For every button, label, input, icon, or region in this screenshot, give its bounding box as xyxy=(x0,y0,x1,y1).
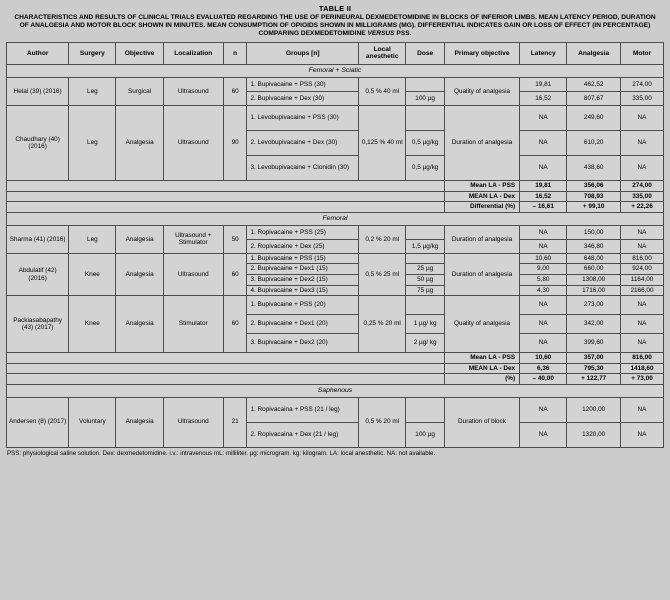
cell-motor: NA xyxy=(621,397,664,422)
cell-n: 50 xyxy=(223,225,247,253)
cell-anesthetic: 0,5 % 25 ml xyxy=(359,253,406,295)
summary-label: Differential (%) xyxy=(444,202,519,213)
cell-analgesia: 660,00 xyxy=(567,264,621,275)
summary-analgesia: 357,00 xyxy=(567,353,621,364)
section-title: Femoral + Sciatic xyxy=(7,65,664,78)
col-surgery: Surgery xyxy=(69,42,116,65)
summary-row xyxy=(7,363,664,374)
table-row xyxy=(7,253,664,264)
cell-analgesia: 342,00 xyxy=(567,315,621,334)
section-title: Femoral xyxy=(7,212,664,225)
cell-analgesia: 1716,00 xyxy=(567,285,621,296)
cell-latency: 4,30 xyxy=(520,285,567,296)
summary-motor: 816,00 xyxy=(621,353,664,364)
summary-latency: 10,60 xyxy=(520,353,567,364)
cell-latency: NA xyxy=(520,422,567,447)
col-groups: Groups [n] xyxy=(247,42,359,65)
summary-analgesia: + 99,10 xyxy=(567,202,621,213)
summary-analgesia: 356,06 xyxy=(567,181,621,192)
cell-motor: NA xyxy=(621,225,664,239)
cell-analgesia: 1320,00 xyxy=(567,422,621,447)
summary-motor: 274,00 xyxy=(621,181,664,192)
cell-group: 1. Ropivacaine + PSS (25) xyxy=(247,225,359,239)
cell-dose xyxy=(406,296,445,315)
title-block xyxy=(6,4,664,39)
cell-motor: NA xyxy=(621,156,664,181)
table-row xyxy=(7,296,664,315)
cell-dose: 100 µg xyxy=(406,422,445,447)
cell-author: Helal (39) (2016) xyxy=(7,78,69,106)
cell-group: 1. Bupivacaine + PSS (15) xyxy=(247,253,359,264)
cell-primary: Quality of analgesia xyxy=(444,296,519,353)
cell-anesthetic: 0,125 % 40 ml xyxy=(359,106,406,181)
table-number: TABLE II xyxy=(318,4,352,13)
cell-primary: Duration of analgesia xyxy=(444,225,519,253)
cell-dose: 100 µg xyxy=(406,92,445,106)
cell-latency: NA xyxy=(520,156,567,181)
summary-motor: 1418,60 xyxy=(621,363,664,374)
cell-motor: NA xyxy=(621,239,664,253)
cell-latency: 5,80 xyxy=(520,275,567,286)
cell-motor: NA xyxy=(621,131,664,156)
cell-analgesia: 462,52 xyxy=(567,78,621,92)
summary-spacer xyxy=(7,202,445,213)
cell-group: 1. Bupivacaine + PSS (20) xyxy=(247,296,359,315)
cell-objective: Surgical xyxy=(116,78,163,106)
cell-group: 2. Bupivacaine + Dex (30) xyxy=(247,92,359,106)
col-motor: Motor xyxy=(621,42,664,65)
cell-group: 4. Bupivacaine + Dex3 (15) xyxy=(247,285,359,296)
cell-n: 60 xyxy=(223,296,247,353)
cell-analgesia: 1308,00 xyxy=(567,275,621,286)
summary-label: Mean LA - PSS xyxy=(444,353,519,364)
section-title: Saphenous xyxy=(7,384,664,397)
cell-analgesia: 1200,00 xyxy=(567,397,621,422)
cell-latency: NA xyxy=(520,239,567,253)
cell-analgesia: 399,60 xyxy=(567,334,621,353)
cell-dose: 25 µg xyxy=(406,264,445,275)
summary-analgesia: + 122,77 xyxy=(567,374,621,385)
cell-primary: Duration of block xyxy=(444,397,519,447)
cell-group: 3. Bupivacaine + Dex2 (20) xyxy=(247,334,359,353)
cell-motor: 2166,00 xyxy=(621,285,664,296)
cell-dose xyxy=(406,78,445,92)
summary-latency: – 16,61 xyxy=(520,202,567,213)
summary-row xyxy=(7,202,664,213)
cell-localization: Stimulator xyxy=(163,296,223,353)
cell-objective: Analgesia xyxy=(116,225,163,253)
cell-primary: Duration of analgesia xyxy=(444,106,519,181)
cell-group: 3. Bupivacaine + Dex2 (15) xyxy=(247,275,359,286)
summary-latency: 19,81 xyxy=(520,181,567,192)
col-objective: Objective xyxy=(116,42,163,65)
cell-group: 1. Ropivacaina + PSS (21 / leg) xyxy=(247,397,359,422)
cell-primary: Duration of analgesia xyxy=(444,253,519,295)
cell-anesthetic: 0,5 % 40 ml xyxy=(359,78,406,106)
cell-analgesia: 150,00 xyxy=(567,225,621,239)
table-row xyxy=(7,78,664,92)
cell-dose: 0,5 µg/kg xyxy=(406,131,445,156)
cell-author: Packiasabapathy (43) (2017) xyxy=(7,296,69,353)
cell-localization: Ultrasound xyxy=(163,78,223,106)
cell-n: 21 xyxy=(223,397,247,447)
col-n: n xyxy=(223,42,247,65)
table-header-row xyxy=(7,42,664,65)
cell-analgesia: 438,60 xyxy=(567,156,621,181)
col-latency: Latency xyxy=(520,42,567,65)
cell-surgery: Leg xyxy=(69,225,116,253)
cell-dose: 2 µg/ kg xyxy=(406,334,445,353)
summary-motor: + 22,26 xyxy=(621,202,664,213)
cell-surgery: Leg xyxy=(69,78,116,106)
table-caption: CHARACTERISTICS AND RESULTS OF CLINICAL TRIALS EVALUATED REGARDING THE USE OF PERINEURAL DEXMEDETOMIDINE IN BLOCKS OF INFERIOR LIMBS. MEAN LATENCY PERIOD, DURATION OF ANALGESIA AND MOTOR BLOCK SHOWN IN MINUTES. MEAN CONSUMPTION OF OPIOIDS SHOWN IN MILLIGRAMS (MG). DIFFERENTIAL INDICATES GAIN OR LOSS OF EFFECT (IN PERCENTAGE) COMPARING DEXMEDETOMIDINE VERSUS PSS. xyxy=(14,14,656,38)
cell-motor: 274,00 xyxy=(621,78,664,92)
cell-analgesia: 273,00 xyxy=(567,296,621,315)
cell-group: 1. Bupivacaine + PSS (30) xyxy=(247,78,359,92)
cell-objective: Analgesia xyxy=(116,296,163,353)
cell-dose xyxy=(406,106,445,131)
cell-motor: NA xyxy=(621,334,664,353)
cell-localization: Ultrasound xyxy=(163,397,223,447)
cell-dose: 50 µg xyxy=(406,275,445,286)
cell-motor: 1164,00 xyxy=(621,275,664,286)
cell-dose xyxy=(406,253,445,264)
cell-latency: NA xyxy=(520,225,567,239)
cell-group: 1. Levobupivacaine + PSS (30) xyxy=(247,106,359,131)
col-primary-objective: Primary objective xyxy=(444,42,519,65)
cell-surgery: Voluntary xyxy=(69,397,116,447)
col-analgesia: Analgesia xyxy=(567,42,621,65)
cell-objective: Analgesia xyxy=(116,397,163,447)
summary-row xyxy=(7,353,664,364)
cell-dose xyxy=(406,397,445,422)
cell-n: 90 xyxy=(223,106,247,181)
cell-latency: 9,00 xyxy=(520,264,567,275)
summary-analgesia: 708,93 xyxy=(567,191,621,202)
cell-group: 3. Levobupivacaine + Clonidin (30) xyxy=(247,156,359,181)
cell-analgesia: 648,00 xyxy=(567,253,621,264)
section-header-row xyxy=(7,384,664,397)
cell-group: 2. Levobupivacaine + Dex (30) xyxy=(247,131,359,156)
cell-objective: Analgesia xyxy=(116,253,163,295)
cell-group: 2. Bupivacaine + Dex1 (20) xyxy=(247,315,359,334)
summary-motor: + 73,00 xyxy=(621,374,664,385)
cell-localization: Ultrasound + Stimulator xyxy=(163,225,223,253)
section-header-row xyxy=(7,212,664,225)
cell-analgesia: 807,67 xyxy=(567,92,621,106)
cell-motor: NA xyxy=(621,422,664,447)
summary-label: MEAN LA - Dex xyxy=(444,191,519,202)
col-local-anesthetic: Local anesthetic xyxy=(359,42,406,65)
cell-localization: Ultrasound xyxy=(163,253,223,295)
cell-dose: 1,5 µg/kg xyxy=(406,239,445,253)
cell-n: 60 xyxy=(223,78,247,106)
table-row xyxy=(7,106,664,131)
cell-anesthetic: 0,2 % 20 ml xyxy=(359,225,406,253)
cell-dose: 75 µg xyxy=(406,285,445,296)
summary-motor: 335,00 xyxy=(621,191,664,202)
summary-label: Mean LA - PSS xyxy=(444,181,519,192)
cell-latency: 19,81 xyxy=(520,78,567,92)
summary-spacer xyxy=(7,191,445,202)
cell-author: Andersen (8) (2017) xyxy=(7,397,69,447)
summary-latency: – 40,00 xyxy=(520,374,567,385)
cell-latency: NA xyxy=(520,296,567,315)
cell-surgery: Knee xyxy=(69,253,116,295)
cell-author: Sharma (41) (2016) xyxy=(7,225,69,253)
cell-analgesia: 346,80 xyxy=(567,239,621,253)
summary-latency: 6,36 xyxy=(520,363,567,374)
cell-latency: NA xyxy=(520,315,567,334)
section-header-row xyxy=(7,65,664,78)
summary-row xyxy=(7,181,664,192)
summary-row xyxy=(7,191,664,202)
col-dose: Dose xyxy=(406,42,445,65)
cell-latency: NA xyxy=(520,397,567,422)
col-author: Author xyxy=(7,42,69,65)
cell-surgery: Knee xyxy=(69,296,116,353)
cell-latency: NA xyxy=(520,334,567,353)
cell-surgery: Leg xyxy=(69,106,116,181)
cell-dose: 0,5 µg/kg xyxy=(406,156,445,181)
cell-author: Chaudhary (40) (2016) xyxy=(7,106,69,181)
table-footnote: PSS: physiological saline solution. Dex: dexmedetomidine. i.v.: intravenous mL: milliliter. µg: microgram. kg: kilogram. LA: local anesthetic. NA: not available. xyxy=(7,449,436,457)
cell-dose: 1 µg/ kg xyxy=(406,315,445,334)
cell-latency: 10,60 xyxy=(520,253,567,264)
cell-author: Abdulatif (42) (2016) xyxy=(7,253,69,295)
cell-motor: 924,00 xyxy=(621,264,664,275)
cell-motor: NA xyxy=(621,296,664,315)
summary-spacer xyxy=(7,374,445,385)
summary-label: (%) xyxy=(444,374,519,385)
cell-n: 60 xyxy=(223,253,247,295)
cell-motor: 335,00 xyxy=(621,92,664,106)
results-table xyxy=(6,42,664,448)
summary-analgesia: 795,30 xyxy=(567,363,621,374)
cell-objective: Analgesia xyxy=(116,106,163,181)
cell-anesthetic: 0,5 % 20 ml xyxy=(359,397,406,447)
table-row xyxy=(7,397,664,422)
summary-spacer xyxy=(7,363,445,374)
summary-spacer xyxy=(7,353,445,364)
table-row xyxy=(7,225,664,239)
summary-label: MEAN LA - Dex xyxy=(444,363,519,374)
cell-primary: Quality of analgesia xyxy=(444,78,519,106)
cell-motor: NA xyxy=(621,106,664,131)
cell-latency: NA xyxy=(520,106,567,131)
cell-latency: NA xyxy=(520,131,567,156)
cell-analgesia: 610,20 xyxy=(567,131,621,156)
cell-group: 2. Ropivacaina + Dex (21 / leg) xyxy=(247,422,359,447)
summary-row xyxy=(7,374,664,385)
summary-latency: 16,52 xyxy=(520,191,567,202)
cell-latency: 16,52 xyxy=(520,92,567,106)
cell-analgesia: 249,60 xyxy=(567,106,621,131)
cell-group: 2. Ropivacaine + Dex (25) xyxy=(247,239,359,253)
cell-dose xyxy=(406,225,445,239)
col-localization: Localization xyxy=(163,42,223,65)
cell-motor: 816,00 xyxy=(621,253,664,264)
cell-localization: Ultrasound xyxy=(163,106,223,181)
cell-group: 2. Bupivacaine + Dex1 (15) xyxy=(247,264,359,275)
summary-spacer xyxy=(7,181,445,192)
cell-anesthetic: 0,25 % 20 ml xyxy=(359,296,406,353)
cell-motor: NA xyxy=(621,315,664,334)
